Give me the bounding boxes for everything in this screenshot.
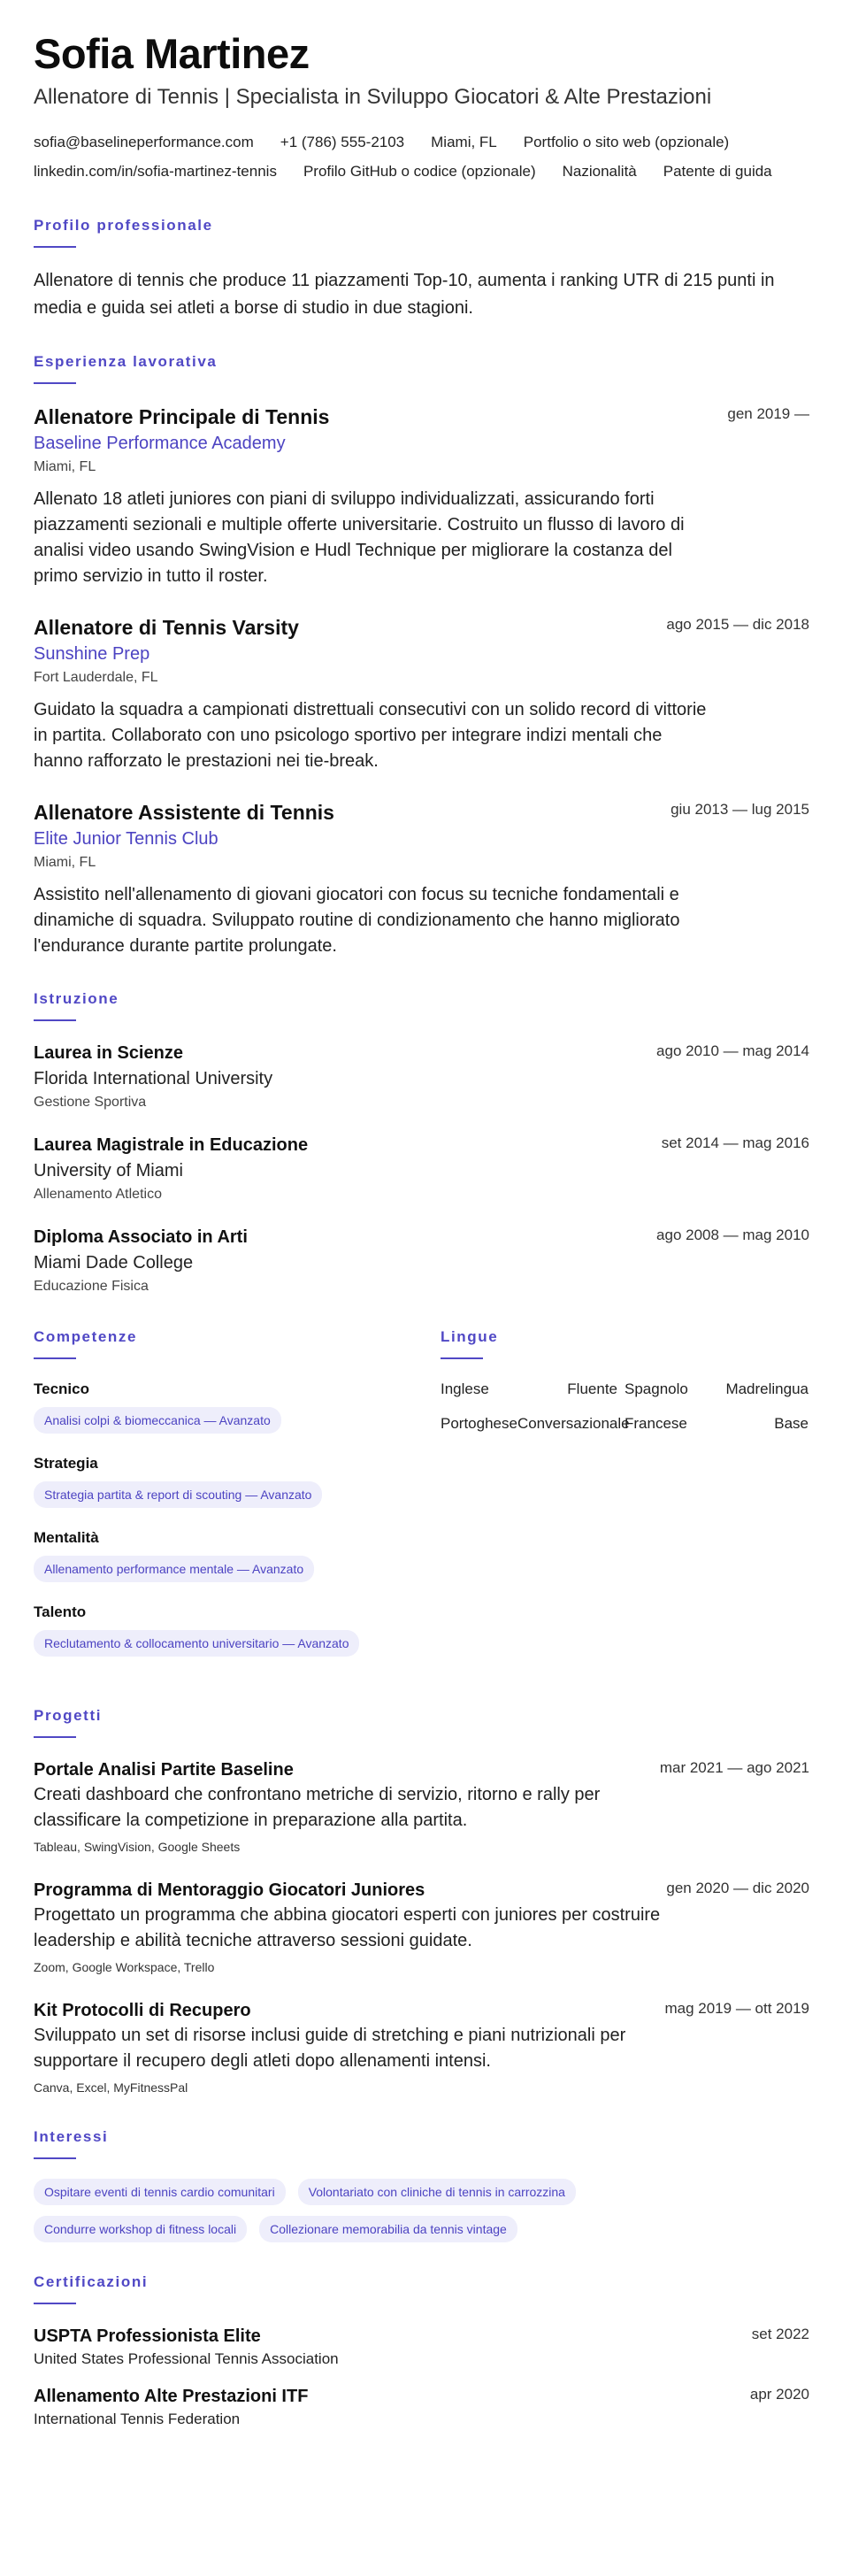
experience-section [34, 352, 809, 959]
skill-group [34, 1527, 441, 1582]
certifications-list [34, 2324, 809, 2430]
skill-pill: Strategia partita & report di scouting — Avanzato [34, 1481, 322, 1508]
contact-portfolio[interactable]: Portfolio o sito web (opzionale) [523, 134, 730, 150]
job-location: Miami, FL [34, 459, 96, 474]
school-name: University of Miami [34, 1161, 183, 1180]
project-title: Portale Analisi Partite Baseline [34, 1760, 294, 1780]
education-section [34, 989, 809, 1297]
projects-list [34, 1757, 809, 2097]
education-date: set 2014 — mag 2016 [661, 1134, 809, 1151]
section-divider [34, 1736, 76, 1738]
certification-issuer: United States Professional Tennis Association [34, 2350, 339, 2367]
candidate-headline: Allenatore di Tennis | Specialista in Sviluppo Giocatori & Alte Prestazioni [34, 85, 712, 109]
skill-group [34, 1453, 441, 1508]
project-date: mag 2019 — ott 2019 [664, 2000, 809, 2017]
language-item [441, 1413, 630, 1434]
study-field: Allenamento Atletico [34, 1187, 162, 1202]
section-divider [34, 246, 76, 248]
job-location: Miami, FL [34, 855, 96, 870]
interest-pill: Volontariato con cliniche di tennis in carrozzina [298, 2179, 576, 2205]
certification-date: apr 2020 [749, 2386, 809, 2403]
education-entry [34, 1225, 809, 1297]
job-location: Fort Lauderdale, FL [34, 670, 158, 685]
language-level: Conversazionale [517, 1415, 630, 1432]
interest-pill: Condurre workshop di fitness locali [34, 2216, 247, 2242]
language-item [441, 1379, 625, 1400]
language-level: Base [774, 1415, 809, 1432]
project-description: Progettato un programma che abbina giocatori esperti con juniores per costruire leadership e abilità tecniche attraverso sessioni guidate. [34, 1905, 661, 1950]
job-entry [34, 614, 809, 774]
contact-phone[interactable]: +1 (786) 555-2103 [280, 134, 405, 150]
section-title: Profilo professionale [34, 217, 213, 234]
skill-group [34, 1379, 441, 1434]
skill-pill: Reclutamento & collocamento universitario — Avanzato [34, 1630, 359, 1657]
job-date: giu 2013 — lug 2015 [671, 801, 809, 818]
school-name: Miami Dade College [34, 1253, 194, 1273]
project-title: Programma di Mentoraggio Giocatori Juniores [34, 1880, 425, 1900]
languages-list [441, 1379, 809, 1448]
certification-entry [34, 2324, 809, 2370]
study-field: Educazione Fisica [34, 1279, 149, 1294]
skill-category: Mentalità [34, 1529, 99, 1546]
certification-title: Allenamento Alte Prestazioni ITF [34, 2387, 309, 2406]
project-entry [34, 1757, 809, 1857]
language-item [625, 1379, 809, 1400]
skill-group [34, 1602, 441, 1657]
section-title: Esperienza lavorativa [34, 353, 218, 370]
resume-header [34, 28, 809, 186]
contact-location: Miami, FL [431, 134, 497, 150]
certifications-section [34, 2272, 809, 2430]
contact-license: Patente di guida [663, 163, 772, 180]
section-title: Certificazioni [34, 2273, 149, 2290]
education-date: ago 2008 — mag 2010 [656, 1226, 809, 1243]
language-name: Inglese [441, 1380, 489, 1397]
job-entry [34, 404, 809, 589]
skill-category: Strategia [34, 1455, 98, 1472]
project-tools: Tableau, SwingVision, Google Sheets [34, 1840, 241, 1854]
project-description: Creati dashboard che confrontano metriche di servizio, ritorno e rally per classificare la competizione in preparazione alla partita. [34, 1785, 601, 1830]
degree-title: Laurea Magistrale in Educazione [34, 1135, 309, 1155]
section-title: Istruzione [34, 990, 119, 1007]
experience-list [34, 404, 809, 959]
project-date: mar 2021 — ago 2021 [659, 1759, 809, 1776]
section-title: Competenze [34, 1328, 138, 1345]
section-divider [34, 1019, 76, 1021]
job-title: Allenatore Principale di Tennis [34, 405, 330, 428]
job-title: Allenatore di Tennis Varsity [34, 616, 299, 639]
language-level: Fluente [567, 1380, 617, 1397]
job-date: gen 2019 — [727, 405, 809, 422]
certification-title: USPTA Professionista Elite [34, 2326, 261, 2346]
education-list [34, 1041, 809, 1297]
language-name: Portoghese [441, 1415, 517, 1432]
candidate-name: Sofia Martinez [34, 30, 310, 77]
certification-issuer: International Tennis Federation [34, 2411, 241, 2427]
job-description: Allenato 18 atleti juniores con piani di sviluppo individualizzati, assicurando forti piazzamenti sezionali e multiple offerte universitarie. Costruito un flusso di lavoro di analisi video usando SwingVision e Hudl Technique per migliorare la costanza del primo servizio in tutto il roster. [34, 489, 685, 586]
summary-section [34, 216, 809, 322]
degree-title: Diploma Associato in Arti [34, 1227, 248, 1247]
project-tools: Canva, Excel, MyFitnessPal [34, 2080, 188, 2095]
school-name: Florida International University [34, 1069, 273, 1088]
skill-category: Tecnico [34, 1380, 89, 1397]
interests-section [34, 2127, 809, 2242]
section-divider [34, 2157, 76, 2159]
language-level: Madrelingua [725, 1380, 809, 1397]
degree-title: Laurea in Scienze [34, 1043, 183, 1063]
contact-email[interactable]: sofia@baselineperformance.com [34, 134, 254, 150]
education-entry [34, 1041, 809, 1113]
projects-section [34, 1706, 809, 2097]
project-title: Kit Protocolli di Recupero [34, 2001, 251, 2020]
project-entry [34, 1998, 809, 2097]
education-date: ago 2010 — mag 2014 [656, 1042, 809, 1059]
contact-nationality: Nazionalità [562, 163, 637, 180]
project-tools: Zoom, Google Workspace, Trello [34, 1960, 215, 1974]
skills-languages-row [34, 1327, 809, 1676]
job-company: Elite Junior Tennis Club [34, 829, 218, 849]
job-date: ago 2015 — dic 2018 [666, 616, 809, 633]
section-title: Progetti [34, 1707, 103, 1724]
section-title: Interessi [34, 2128, 109, 2145]
skill-category: Talento [34, 1603, 87, 1620]
section-divider [34, 1357, 76, 1359]
language-name: Francese [625, 1415, 687, 1432]
job-title: Allenatore Assistente di Tennis [34, 801, 334, 824]
job-description: Guidato la squadra a campionati distrettuali consecutivi con un solido record di vittorie in partita. Collaborato con uno psicologo sportivo per integrare indizi mentali che hanno rafforzato le prestazioni nei tie-break. [34, 700, 707, 771]
contact-list [34, 127, 809, 186]
education-entry [34, 1133, 809, 1205]
skill-pill: Analisi colpi & biomeccanica — Avanzato [34, 1407, 281, 1434]
summary-text: Allenatore di tennis che produce 11 piazzamenti Top-10, aumenta i ranking UTR di 215 punti in media e guida sei atleti a borse di studio in due stagioni. [34, 271, 775, 318]
job-description: Assistito nell'allenamento di giovani giocatori con focus su tecniche fondamentali e dinamiche di squadra. Sviluppato routine di condizionamento che hanno migliorato l'endurance durante partite prolungate. [34, 885, 680, 956]
certification-entry [34, 2384, 809, 2430]
job-company: Sunshine Prep [34, 644, 150, 664]
skills-list [34, 1379, 441, 1657]
skills-section [34, 1327, 441, 1676]
project-entry [34, 1878, 809, 1977]
interest-pill: Collezionare memorabilia da tennis vintage [259, 2216, 517, 2242]
languages-section [441, 1327, 809, 1676]
study-field: Gestione Sportiva [34, 1095, 147, 1110]
section-divider [441, 1357, 483, 1359]
project-date: gen 2020 — dic 2020 [666, 1880, 809, 1896]
contact-github[interactable]: Profilo GitHub o codice (opzionale) [303, 163, 536, 180]
section-divider [34, 382, 76, 384]
interests-list [34, 2179, 706, 2242]
language-item [625, 1413, 809, 1434]
skill-pill: Allenamento performance mentale — Avanzato [34, 1556, 314, 1582]
job-entry [34, 799, 809, 959]
interest-pill: Ospitare eventi di tennis cardio comunitari [34, 2179, 286, 2205]
section-divider [34, 2303, 76, 2304]
section-title: Lingue [441, 1328, 499, 1345]
certification-date: set 2022 [751, 2326, 809, 2342]
contact-linkedin[interactable]: linkedin.com/in/sofia-martinez-tennis [34, 163, 277, 180]
language-name: Spagnolo [625, 1380, 688, 1397]
project-description: Sviluppato un set di risorse inclusi guide di stretching e piani nutrizionali per supportare il recupero degli atleti dopo allenamenti intensi. [34, 2026, 626, 2071]
job-company: Baseline Performance Academy [34, 434, 286, 453]
